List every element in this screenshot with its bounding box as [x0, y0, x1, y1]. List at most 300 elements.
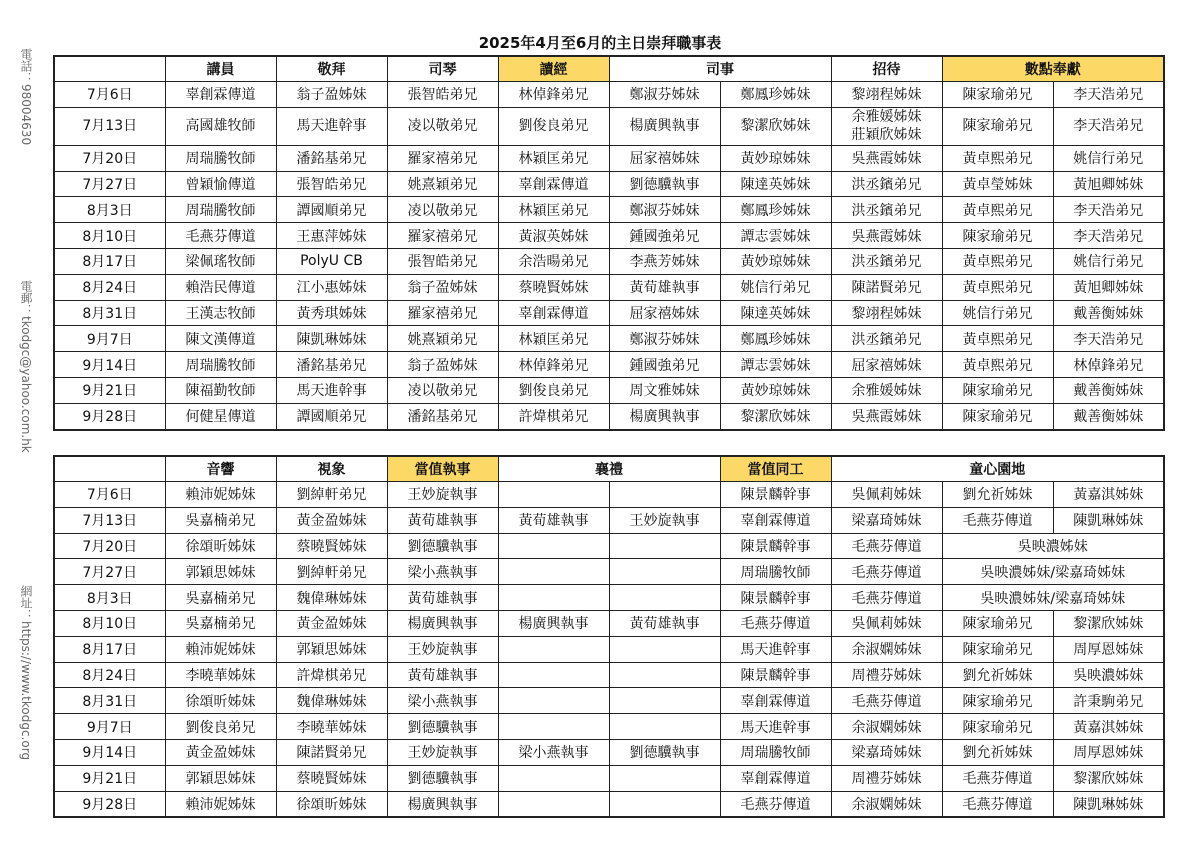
date-cell: 7月6日 [54, 482, 165, 508]
duty-cell: 潘銘基弟兄 [276, 352, 387, 378]
duty-cell: 劉綽軒弟兄 [276, 482, 387, 508]
date-cell: 8月24日 [54, 662, 165, 688]
duty-cell: 周厚恩姊妹 [1053, 739, 1164, 765]
duty-cell: 毛燕芬傳道 [942, 791, 1053, 817]
date-cell: 7月20日 [54, 145, 165, 171]
duty-cell: 劉德驥執事 [609, 171, 720, 197]
duty-cell: 吳燕霞姊妹 [831, 145, 942, 171]
duty-cell: 黃妙琼姊妹 [720, 377, 831, 403]
header-deacon-on-duty: 當值執事 [387, 456, 498, 482]
duty-cell: 周瑞騰牧師 [165, 197, 276, 223]
duty-cell [498, 636, 609, 662]
duty-cell: 鄭鳳珍姊妹 [720, 197, 831, 223]
duty-cell: 毛燕芬傳道 [831, 688, 942, 714]
duty-cell: 陳文漢傳道 [165, 326, 276, 352]
date-cell: 8月31日 [54, 300, 165, 326]
duty-cell: 王妙旋執事 [387, 482, 498, 508]
duty-cell: 吳佩莉姊妹 [831, 482, 942, 508]
duty-cell: 洪丞鑌弟兄 [831, 197, 942, 223]
duty-cell: 郭穎思姊妹 [276, 636, 387, 662]
duty-cell: 鄭淑芬姊妹 [609, 326, 720, 352]
duty-cell: 黃荀雄執事 [387, 662, 498, 688]
usher-name: 余雅媛姊妹 [851, 109, 922, 126]
table-row [54, 107, 1164, 145]
date-cell: 7月27日 [54, 171, 165, 197]
duty-table-main [53, 55, 1165, 431]
website-text: 網址：https://www.tkodgc.org [19, 585, 33, 761]
duty-cell: 屈家禧姊妹 [609, 145, 720, 171]
duty-cell: 馬天進幹事 [720, 714, 831, 740]
table-row [54, 171, 1164, 197]
table-row [54, 403, 1164, 429]
duty-cell: 李天浩弟兄 [1053, 107, 1164, 145]
duty-cell: 楊廣興執事 [609, 403, 720, 429]
duty-cell: 姚信行弟兄 [1053, 145, 1164, 171]
header-kids-corner: 童心園地 [831, 456, 1164, 482]
duty-cell: 毛燕芬傳道 [831, 533, 942, 559]
duty-cell: 譚志雲姊妹 [720, 223, 831, 249]
duty-cell: 辜創霖傳道 [498, 171, 609, 197]
duty-cell: 黃旭卿姊妹 [1053, 171, 1164, 197]
duty-cell: 賴沛妮姊妹 [165, 791, 276, 817]
duty-cell [609, 559, 720, 585]
duty-cell: 譚志雲姊妹 [720, 352, 831, 378]
date-cell: 8月17日 [54, 248, 165, 274]
duty-cell: 曾穎愉傳道 [165, 171, 276, 197]
duty-cell: 黃荀雄執事 [387, 585, 498, 611]
duty-cell: 陳家瑜弟兄 [942, 714, 1053, 740]
duty-cell: 馬天進幹事 [276, 377, 387, 403]
duty-cell: 李天浩弟兄 [1053, 197, 1164, 223]
duty-cell [609, 688, 720, 714]
duty-cell [498, 662, 609, 688]
duty-cell: 李天浩弟兄 [1053, 326, 1164, 352]
duty-cell: 李天浩弟兄 [1053, 82, 1164, 108]
table-row [54, 507, 1164, 533]
duty-cell: 羅家禧弟兄 [387, 300, 498, 326]
table-row [54, 662, 1164, 688]
header-staff-on-duty: 當值同工 [720, 456, 831, 482]
duty-cell: 陳凱琳姊妹 [276, 326, 387, 352]
date-cell: 7月13日 [54, 507, 165, 533]
header-scripture-reading: 讀經 [498, 56, 609, 82]
duty-cell: 魏偉琳姊妹 [276, 585, 387, 611]
duty-cell: 周厚恩姊妹 [1053, 636, 1164, 662]
duty-cell: 黃金盈姊妹 [276, 507, 387, 533]
table-row [54, 714, 1164, 740]
duty-cell [498, 791, 609, 817]
duty-cell: 黃荀雄執事 [387, 507, 498, 533]
duty-cell: 余雅媛姊妹 [831, 377, 942, 403]
duty-cell: 翁子盈姊妹 [387, 274, 498, 300]
duty-cell: 黃荀雄執事 [609, 274, 720, 300]
table-row [54, 610, 1164, 636]
duty-cell: 陳家瑜弟兄 [942, 107, 1053, 145]
duty-cell: 高國雄牧師 [165, 107, 276, 145]
duty-cell: 蔡曉賢姊妹 [276, 533, 387, 559]
duty-cell: 郭穎思姊妹 [165, 559, 276, 585]
duty-cell: 屈家禧姊妹 [609, 300, 720, 326]
table-row [54, 791, 1164, 817]
duty-cell: 李曉華姊妹 [276, 714, 387, 740]
duty-cell: 馬天進幹事 [720, 636, 831, 662]
duty-cell: 余淑嫻姊妹 [831, 791, 942, 817]
duty-cell: 黃妙琼姊妹 [720, 248, 831, 274]
duty-cell: 郭穎思姊妹 [165, 765, 276, 791]
duty-cell: 王惠萍姊妹 [276, 223, 387, 249]
duty-cell [498, 714, 609, 740]
duty-cell: 王妙旋執事 [387, 636, 498, 662]
table-row [54, 274, 1164, 300]
duty-cell: 鄭鳳珍姊妹 [720, 82, 831, 108]
date-cell: 7月6日 [54, 82, 165, 108]
duty-cell: 梁佩瑤牧師 [165, 248, 276, 274]
header-date [54, 456, 165, 482]
duty-cell: 黎潔欣姊妹 [1053, 610, 1164, 636]
duty-cell: 陳家瑜弟兄 [942, 223, 1053, 249]
date-cell: 9月14日 [54, 352, 165, 378]
duty-cell: 黎翊程姊妹 [831, 300, 942, 326]
duty-cell: 楊廣興執事 [498, 610, 609, 636]
duty-cell: 林倬鋒弟兄 [498, 82, 609, 108]
duty-cell: 姚熹穎弟兄 [387, 326, 498, 352]
duty-cell: 毛燕芬傳道 [831, 585, 942, 611]
date-cell: 9月28日 [54, 403, 165, 429]
duty-cell: 余淑嫻姊妹 [831, 636, 942, 662]
duty-cell [498, 533, 609, 559]
duty-table-support [53, 455, 1165, 818]
duty-cell: 周瑞騰牧師 [165, 145, 276, 171]
duty-cell: 毛燕芬傳道 [942, 507, 1053, 533]
duty-cell: 林穎匡弟兄 [498, 197, 609, 223]
duty-cell: 吳燕霞姊妹 [831, 403, 942, 429]
duty-cell: 吳佩莉姊妹 [831, 610, 942, 636]
duty-cell: 黃秀琪姊妹 [276, 300, 387, 326]
date-cell: 9月21日 [54, 377, 165, 403]
duty-cell: 屈家禧姊妹 [831, 352, 942, 378]
duty-cell: 張智皓弟兄 [387, 248, 498, 274]
date-cell: 8月10日 [54, 223, 165, 249]
table-row [54, 559, 1164, 585]
duty-cell: 陳景麟幹事 [720, 585, 831, 611]
duty-cell: PolyU CB [276, 248, 387, 274]
duty-cell: 李天浩弟兄 [1053, 223, 1164, 249]
duty-cell: 林倬鋒弟兄 [1053, 352, 1164, 378]
header-speaker: 講員 [165, 56, 276, 82]
date-cell: 8月24日 [54, 274, 165, 300]
duty-cell: 許煒棋弟兄 [498, 403, 609, 429]
duty-cell: 陳凱琳姊妹 [1053, 507, 1164, 533]
duty-cell: 徐頌昕姊妹 [165, 688, 276, 714]
table-row [54, 636, 1164, 662]
duty-cell: 毛燕芬傳道 [942, 765, 1053, 791]
duty-cell: 黃卓熙弟兄 [942, 274, 1053, 300]
table-row [54, 585, 1164, 611]
duty-cell: 張智皓弟兄 [276, 171, 387, 197]
duty-cell: 姚信行弟兄 [720, 274, 831, 300]
table-row [54, 223, 1164, 249]
duty-cell: 凌以敬弟兄 [387, 107, 498, 145]
duty-cell [609, 791, 720, 817]
duty-cell: 王妙旋執事 [387, 739, 498, 765]
duty-cell: 吳映濃姊妹 [1053, 662, 1164, 688]
table-row [54, 688, 1164, 714]
duty-cell: 羅家禧弟兄 [387, 145, 498, 171]
duty-cell: 毛燕芬傳道 [720, 791, 831, 817]
header-offering-count: 數點奉獻 [942, 56, 1164, 82]
duty-cell: 蔡曉賢姊妹 [498, 274, 609, 300]
duty-cell: 黎潔欣姊妹 [720, 403, 831, 429]
duty-cell: 黃卓熙弟兄 [942, 352, 1053, 378]
duty-cell: 李燕芳姊妹 [609, 248, 720, 274]
duty-cell: 蔡曉賢姊妹 [276, 765, 387, 791]
duty-cell: 潘銘基弟兄 [276, 145, 387, 171]
duty-cell: 王漢志牧師 [165, 300, 276, 326]
kids-corner-cell: 吳映濃姊妹 [942, 533, 1164, 559]
table-row [54, 197, 1164, 223]
duty-cell: 凌以敬弟兄 [387, 197, 498, 223]
table-row [54, 377, 1164, 403]
duty-cell: 余浩暘弟兄 [498, 248, 609, 274]
date-cell: 8月3日 [54, 197, 165, 223]
duty-cell: 陳凱琳姊妹 [1053, 791, 1164, 817]
duty-cell [498, 482, 609, 508]
duty-cell: 譚國順弟兄 [276, 403, 387, 429]
duty-cell: 梁小燕執事 [498, 739, 609, 765]
duty-cell: 辜創霖傳道 [720, 507, 831, 533]
duty-cell: 馬天進幹事 [276, 107, 387, 145]
duty-cell: 鍾國強弟兄 [609, 223, 720, 249]
duty-cell: 辜創霖傳道 [720, 765, 831, 791]
duty-cell: 陳家瑜弟兄 [942, 610, 1053, 636]
table-row [54, 739, 1164, 765]
duty-cell: 陳達英姊妹 [720, 300, 831, 326]
duty-cell: 洪丞鑌弟兄 [831, 171, 942, 197]
header-steward: 司事 [609, 56, 831, 82]
duty-cell: 陳諾賢弟兄 [831, 274, 942, 300]
duty-cell: 劉俊良弟兄 [498, 107, 609, 145]
duty-cell: 劉允祈姊妹 [942, 662, 1053, 688]
duty-cell [498, 559, 609, 585]
duty-cell: 黃妙琼姊妹 [720, 145, 831, 171]
duty-cell: 黎潔欣姊妹 [720, 107, 831, 145]
duty-cell: 毛燕芬傳道 [831, 559, 942, 585]
usher-name: 莊穎欣姊妹 [851, 127, 922, 144]
duty-cell [609, 585, 720, 611]
table-row [54, 765, 1164, 791]
duty-cell: 羅家禧弟兄 [387, 223, 498, 249]
duty-cell: 劉德驥執事 [387, 714, 498, 740]
duty-cell: 吳燕霞姊妹 [831, 223, 942, 249]
duty-cell [609, 662, 720, 688]
duty-cell: 鄭淑芬姊妹 [609, 82, 720, 108]
duty-cell: 辜創霖傳道 [165, 82, 276, 108]
duty-cell [609, 765, 720, 791]
duty-cell: 姚信行弟兄 [942, 300, 1053, 326]
table-row [54, 326, 1164, 352]
duty-cell: 陳諾賢弟兄 [276, 739, 387, 765]
duty-cell: 黃旭卿姊妹 [1053, 274, 1164, 300]
header-visual: 視象 [276, 456, 387, 482]
duty-cell: 徐頌昕姊妹 [165, 533, 276, 559]
date-cell: 8月3日 [54, 585, 165, 611]
date-cell: 9月14日 [54, 739, 165, 765]
duty-cell: 周瑞騰牧師 [720, 739, 831, 765]
duty-cell: 戴善衡姊妹 [1053, 377, 1164, 403]
duty-cell: 黃卓熙弟兄 [942, 145, 1053, 171]
duty-cell: 翁子盈姊妹 [276, 82, 387, 108]
duty-cell: 陳達英姊妹 [720, 171, 831, 197]
duty-cell: 賴沛妮姊妹 [165, 636, 276, 662]
duty-cell: 黃嘉淇姊妹 [1053, 482, 1164, 508]
duty-cell: 劉俊良弟兄 [498, 377, 609, 403]
duty-cell: 陳家瑜弟兄 [942, 688, 1053, 714]
duty-cell: 鄭鳳珍姊妹 [720, 326, 831, 352]
duty-cell: 楊廣興執事 [387, 610, 498, 636]
duty-cell: 戴善衡姊妹 [1053, 300, 1164, 326]
duty-cell: 江小惠姊妹 [276, 274, 387, 300]
duty-cell: 劉俊良弟兄 [165, 714, 276, 740]
duty-cell: 辜創霖傳道 [498, 300, 609, 326]
header-pianist: 司琴 [387, 56, 498, 82]
duty-cell: 戴善衡姊妹 [1053, 403, 1164, 429]
table-row [54, 533, 1164, 559]
duty-cell: 陳景麟幹事 [720, 533, 831, 559]
table-row [54, 482, 1164, 508]
duty-cell: 陳景麟幹事 [720, 482, 831, 508]
duty-cell: 梁小燕執事 [387, 559, 498, 585]
duty-cell: 李曉華姊妹 [165, 662, 276, 688]
duty-cell: 林穎匡弟兄 [498, 326, 609, 352]
duty-cell [498, 688, 609, 714]
email-text: 電郵：tkodgc@yahoo.com.hk [19, 280, 33, 453]
phone-text: 電話：98004630 [19, 48, 33, 146]
duty-cell: 張智皓弟兄 [387, 82, 498, 108]
duty-cell: 劉允祈姊妹 [942, 739, 1053, 765]
date-cell: 8月10日 [54, 610, 165, 636]
duty-cell: 陳景麟幹事 [720, 662, 831, 688]
duty-cell: 梁小燕執事 [387, 688, 498, 714]
duty-cell: 徐頌昕姊妹 [276, 791, 387, 817]
header-worship: 敬拜 [276, 56, 387, 82]
table-row [54, 145, 1164, 171]
duty-cell: 魏偉琳姊妹 [276, 688, 387, 714]
duty-cell: 賴沛妮姊妹 [165, 482, 276, 508]
duty-cell: 黃嘉淇姊妹 [1053, 714, 1164, 740]
date-cell: 9月28日 [54, 791, 165, 817]
table-row [54, 248, 1164, 274]
duty-cell: 凌以敬弟兄 [387, 377, 498, 403]
duty-cell: 余淑嫻姊妹 [831, 714, 942, 740]
duty-cell: 鄭淑芬姊妹 [609, 197, 720, 223]
table-row [54, 300, 1164, 326]
duty-cell: 黃金盈姊妹 [165, 739, 276, 765]
duty-cell: 劉綽軒弟兄 [276, 559, 387, 585]
duty-cell [609, 636, 720, 662]
duty-cell: 陳家瑜弟兄 [942, 377, 1053, 403]
duty-cell: 黎潔欣姊妹 [1053, 765, 1164, 791]
duty-cell: 吳嘉楠弟兄 [165, 507, 276, 533]
date-cell: 7月13日 [54, 107, 165, 145]
duty-cell [498, 765, 609, 791]
duty-cell [609, 533, 720, 559]
table-row [54, 352, 1164, 378]
duty-cell [498, 585, 609, 611]
duty-cell: 梁嘉琦姊妹 [831, 739, 942, 765]
duty-cell: 賴浩民傳道 [165, 274, 276, 300]
kids-corner-cell: 吳映濃姊妹/梁嘉琦姊妹 [942, 559, 1164, 585]
duty-cell: 周瑞騰牧師 [720, 559, 831, 585]
duty-cell: 劉德驥執事 [609, 739, 720, 765]
duty-cell: 黎翊程姊妹 [831, 82, 942, 108]
date-cell: 8月17日 [54, 636, 165, 662]
duty-cell: 姚信行弟兄 [1053, 248, 1164, 274]
duty-cell: 黃卓熙弟兄 [942, 197, 1053, 223]
duty-cell: 黃淑英姊妹 [498, 223, 609, 249]
duty-cell: 陳家瑜弟兄 [942, 403, 1053, 429]
duty-cell: 林倬鋒弟兄 [498, 352, 609, 378]
page-title: 2025年4月至6月的主日崇拜職事表 [478, 34, 722, 52]
header-date [54, 56, 165, 82]
duty-cell: 何健星傳道 [165, 403, 276, 429]
duty-cell: 陳福勤牧師 [165, 377, 276, 403]
duty-cell: 吳嘉楠弟兄 [165, 585, 276, 611]
duty-cell: 林穎匡弟兄 [498, 145, 609, 171]
header-sound: 音響 [165, 456, 276, 482]
date-cell: 9月7日 [54, 326, 165, 352]
duty-cell [609, 714, 720, 740]
duty-cell: 黃金盈姊妹 [276, 610, 387, 636]
duty-cell: 楊廣興執事 [609, 107, 720, 145]
duty-cell: 潘銘基弟兄 [387, 403, 498, 429]
date-cell: 7月20日 [54, 533, 165, 559]
table-row [54, 82, 1164, 108]
duty-cell: 辜創霖傳道 [720, 688, 831, 714]
date-cell: 9月21日 [54, 765, 165, 791]
duty-cell: 翁子盈姊妹 [387, 352, 498, 378]
duty-cell: 鍾國強弟兄 [609, 352, 720, 378]
duty-cell: 周禮芬姊妹 [831, 662, 942, 688]
duty-cell: 陳家瑜弟兄 [942, 636, 1053, 662]
duty-cell [609, 482, 720, 508]
duty-cell: 許煒棋弟兄 [276, 662, 387, 688]
duty-cell: 黃卓熙弟兄 [942, 248, 1053, 274]
header-usher: 招待 [831, 56, 942, 82]
duty-cell: 吳嘉楠弟兄 [165, 610, 276, 636]
duty-cell: 黃卓熙弟兄 [942, 326, 1053, 352]
duty-cell: 王妙旋執事 [609, 507, 720, 533]
duty-cell: 毛燕芬傳道 [720, 610, 831, 636]
date-cell: 8月31日 [54, 688, 165, 714]
duty-cell: 洪丞鑌弟兄 [831, 326, 942, 352]
duty-cell: 劉德驥執事 [387, 533, 498, 559]
date-cell: 9月7日 [54, 714, 165, 740]
duty-cell: 周瑞騰牧師 [165, 352, 276, 378]
duty-cell: 許秉駒弟兄 [1053, 688, 1164, 714]
duty-cell: 姚熹穎弟兄 [387, 171, 498, 197]
date-cell: 7月27日 [54, 559, 165, 585]
duty-cell: 洪丞鑌弟兄 [831, 248, 942, 274]
duty-cell: 黃荀雄執事 [609, 610, 720, 636]
usher-cell [831, 107, 942, 145]
duty-cell: 黃荀雄執事 [498, 507, 609, 533]
duty-cell: 黃卓瑩姊妹 [942, 171, 1053, 197]
duty-cell: 劉德驥執事 [387, 765, 498, 791]
duty-cell: 周禮芬姊妹 [831, 765, 942, 791]
duty-cell: 劉允祈姊妹 [942, 482, 1053, 508]
duty-cell: 毛燕芬傳道 [165, 223, 276, 249]
duty-cell: 周文雅姊妹 [609, 377, 720, 403]
